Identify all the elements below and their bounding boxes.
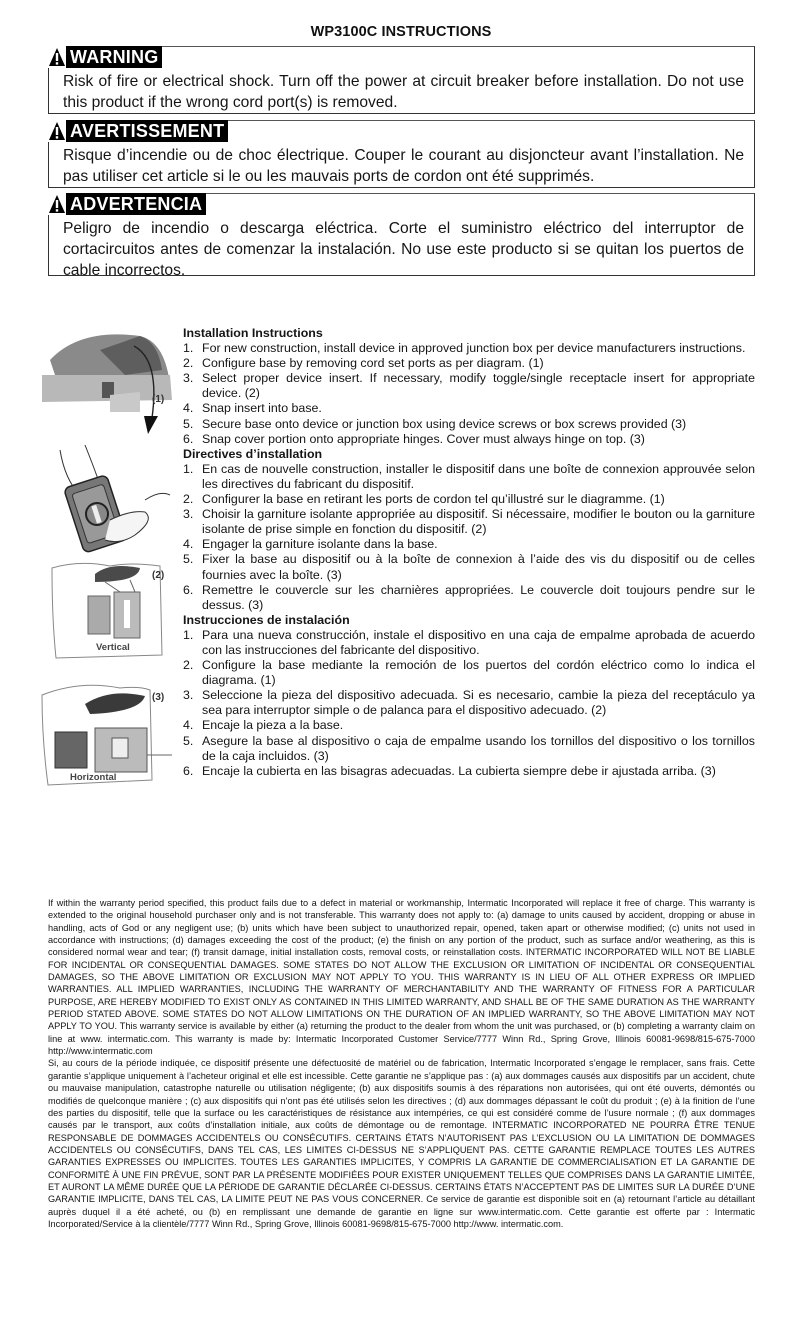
step-text: Para una nueva construcción, instale el dispositivo en una caja de empalme aprobada de acuerdo con las instrucciones del fabricante del dispositivo. <box>202 627 755 657</box>
list-item <box>183 432 755 447</box>
base-port-removal-illustration <box>40 330 180 445</box>
warning-heading <box>48 193 206 215</box>
step-3-callout: (3) <box>152 692 165 703</box>
hand-holding-device-illustration <box>45 440 175 560</box>
step-text: Choisir la garniture isolante appropriée au dispositif. Si nécessaire, modifier le bouton ou la garniture isolante de prise simple en fonction du dispositif. (2) <box>202 507 755 537</box>
list-item <box>183 356 755 371</box>
horizontal-caption: Horizontal <box>70 772 117 783</box>
illustrations-column <box>40 330 180 790</box>
step-text: Snap insert into base. <box>202 401 322 416</box>
step-text: Engager la garniture isolante dans la base. <box>202 537 438 552</box>
step-text: Secure base onto device or junction box using device screws or box screws provided (3) <box>202 416 687 431</box>
step-number: 5. <box>183 733 194 748</box>
list-item <box>183 552 755 582</box>
step-number: 5. <box>183 552 194 567</box>
list-item <box>183 371 755 401</box>
list-item <box>183 764 755 779</box>
step-text: Configure la base mediante la remoción de los puertos del cordón eléctrico como lo indica el diagrama. (1) <box>202 658 755 688</box>
step-number: 5. <box>183 416 194 431</box>
step-text: Snap cover portion onto appropriate hinges. Cover must always hinge on top. (3) <box>202 431 645 446</box>
warning-box-spanish <box>48 193 755 279</box>
step-number: 6. <box>183 763 194 778</box>
warning-triangle-icon <box>48 193 66 215</box>
list-item <box>183 417 755 432</box>
warning-text: Peligro de incendio o descarga eléctrica. Corte el suministro eléctrico del interruptor de cortacircuitos antes de comenzar la instalación. No use este producto si se quitan los puertos de cable incorrectos. <box>63 220 744 279</box>
step-number: 2. <box>183 356 194 371</box>
installation-instructions <box>183 326 755 779</box>
warning-heading <box>48 46 162 68</box>
step-number: 3. <box>183 507 194 522</box>
step-number: 6. <box>183 582 194 597</box>
warning-heading <box>48 120 228 142</box>
list-item <box>183 583 755 613</box>
step-text: For new construction, install device in approved junction box per device manufacturers instructions. <box>202 341 746 356</box>
warning-triangle-icon <box>48 120 66 142</box>
list-item <box>183 537 755 552</box>
warning-box-english <box>48 46 755 114</box>
step-text: Fixer la base au dispositif ou à la boîte de connexion à l’aide des vis du dispositif ou de celles fournies avec la boîte. (3) <box>202 552 755 582</box>
warning-box-french <box>48 120 755 188</box>
warning-label: ADVERTENCIA <box>66 193 206 215</box>
list-item <box>183 628 755 658</box>
step-number: 3. <box>183 371 194 386</box>
step-number: 1. <box>183 341 194 356</box>
steps-english <box>183 341 755 447</box>
step-text: Configurer la base en retirant les ports de cordon tel qu’illustré sur le diagramme. (1) <box>202 492 665 507</box>
warning-text: Risk of fire or electrical shock. Turn off the power at circuit breaker before installation. Do not use this product if the wrong cord port(s) is removed. <box>63 73 744 111</box>
step-number: 1. <box>183 461 194 476</box>
step-number: 1. <box>183 627 194 642</box>
step-text: En cas de nouvelle construction, installer le dispositif dans une boîte de connexion approuvée selon les directives du fabricant du dispositif. <box>202 461 755 491</box>
step-number: 4. <box>183 537 194 552</box>
step-number: 6. <box>183 431 194 446</box>
step-number: 2. <box>183 658 194 673</box>
step-text: Seleccione la pieza del dispositivo adecuada. Si es necesario, cambie la pieza del receptáculo ya sea para interruptor simple o de palanca para el dispositivo adecuado. (2) <box>202 688 755 718</box>
steps-french <box>183 462 755 613</box>
warning-triangle-icon <box>48 46 66 68</box>
step-text: Remettre le couvercle sur les charnières appropriées. Le couvercle doit toujours pendre sur le dessus. (3) <box>202 582 755 612</box>
document-title: WP3100C INSTRUCTIONS <box>310 24 492 40</box>
step-1-callout: (1) <box>152 394 165 405</box>
step-number: 4. <box>183 401 194 416</box>
list-item <box>183 507 755 537</box>
step-text: Select proper device insert. If necessary, modify toggle/single receptacle insert for appropriate device. (2) <box>202 371 755 401</box>
list-item <box>183 492 755 507</box>
warning-text: Risque d’incendie ou de choc électrique. Couper le courant au disjoncteur avant l’installation. Ne pas utiliser cet article si le ou les mauvais ports de cordon ont été supprimés. <box>63 147 744 185</box>
list-item <box>183 462 755 492</box>
list-item <box>183 341 755 356</box>
step-text: Configure base by removing cord set ports as per diagram. (1) <box>202 356 544 371</box>
step-number: 3. <box>183 688 194 703</box>
list-item <box>183 658 755 688</box>
section-title-spanish: Instrucciones de instalación <box>183 612 350 627</box>
step-2-callout: (2) <box>152 570 165 581</box>
step-text: Encaje la pieza a la base. <box>202 718 344 733</box>
list-item <box>183 734 755 764</box>
list-item <box>183 718 755 733</box>
step-number: 4. <box>183 718 194 733</box>
vertical-caption: Vertical <box>96 642 130 653</box>
warranty-section <box>48 897 755 1230</box>
list-item <box>183 401 755 416</box>
step-text: Encaje la cubierta en las bisagras adecuadas. La cubierta siempre debe ir ajustada arriba. (3) <box>202 763 716 778</box>
steps-spanish <box>183 628 755 779</box>
list-item <box>183 688 755 718</box>
step-text: Asegure la base al dispositivo o caja de empalme usando los tornillos del dispositivo o los tornillos de la caja incluidos. (3) <box>202 733 755 763</box>
warranty-english: If within the warranty period specified, this product fails due to a defect in material or workmanship, Intermatic Incorporated will replace it free of charge. This warranty is extended to the original household purchaser only and is not transferable. This warranty does not apply to: (a) damage to units caused by accident, dropping or abuse in handling, acts of God or any negligent use; (b) units which have been subject to unauthorized repair, opened, taken apart or otherwise modified; (c) units not used in accordance with instructions; (d) damages exceeding the cost of the product; (e) the finish on any portion of the product, such as surface and/or weathering, as this is considered normal wear and tear; (f) transit damage, initial installation costs, removal costs, or reinstallation costs. INTERMATIC INCORPORATED WILL NOT BE LIABLE FOR INCIDENTAL OR CONSEQUENTIAL DAMAGES. SOME STATES DO NOT ALLOW THE EXCLUSION OR LIMITATION OF INCIDENTAL OR CONSEQUENTIAL DAMAGES, SO THE ABOVE LIMITATION OR EXCLUSION MAY NOT APPLY TO YOU. THIS WARRANTY IS IN LIEU OF ALL OTHER EXPRESS OR IMPLIED WARRANTIES. ALL IMPLIED WARRANTIES, INCLUDING THE WARRANTY OF MERCHANTABILITY AND THE WARRANTY OF FITNESS FOR A PARTICULAR PURPOSE, ARE HEREBY MODIFIED TO EXIST ONLY AS CONTAINED IN THIS LIMITED WARRANTY, AND SHALL BE OF THE SAME DURATION AS THE WARRANTY PERIOD STATED ABOVE. SOME STATES DO NOT ALLOW LIMITATIONS ON THE DURATION OF AN IMPLIED WARRANTY, SO THE ABOVE LIMITATION MAY NOT APPLY TO YOU. This warranty service is available by either (a) returning the product to the dealer from whom the unit was purchased, or (b) completing a warranty claim on line at www. intermatic.com. This warranty is made by: Intermatic Incorporated Customer Service/7777 Winn Rd., Spring Grove, Illinois 60081-9698/815-675-7000 http://www.intermatic.com <box>48 898 755 1057</box>
step-number: 2. <box>183 492 194 507</box>
warranty-french: Si, au cours de la période indiquée, ce dispositif présente une défectuosité de matériel ou de fabrication, Intermatic Incorporated s’engage le remplacer, sans frais. Cette garantie s’applique uniquement à l’acheteur original et elle est incessible. Cette garantie ne s’applique pas : (a) aux dommages causés aux dispositifs par un accident, chute ou mauvaise manipulation, catastrophe naturelle ou utilisation négligente; (b) aux dispositifs soumis à des réparations non autorisées, qui ont été ouverts, démontés ou modifiés de quelconque manière ; (c) aux dispositifs qui n’ont pas été utilisés selon les directives ; (d) aux dommages dépassant le coût du produit ; (e) à la finition de l’une des parties du dispositif, telle que la surface ou les caractéristiques de résistance aux intempéries, ce qui est considéré comme de l’usure normale ; (f) aux dommages causés par le transport, aux coûts d’installation initiale, aux coûts de démontage ou de remontage. INTERMATIC INCORPORATED NE POURRA ÊTRE TENUE RESPONSABLE DE DOMMAGES ACCIDENTELS OU CONSÉCUTIFS. CERTAINS ÉTATS N’AUTORISENT PAS L’EXCLUSION OU LA LIMITATION DE DOMMAGES ACCIDENTELS OU CONSÉCUTIFS, DANS TEL CAS, LES LIMITES CI-DESSUS NE S’APPLIQUENT PAS. CETTE GARANTIE REMPLACE TOUTES LES AUTRES GARANTIES EXPRESSES OU IMPLICITES. TOUTES LES GARANTIES IMPLICITES, Y COMPRIS LA GARANTIE DE COMMERCIALISATION ET LA GARANTIE DE CONFORMITÉ À UNE FIN PRÉVUE, SONT PAR LA PRÉSENTE MODIFIÉES POUR EXISTER UNIQUEMENT TELLES QUE COMPRISES DANS LA GARANTIE LIMITÉE, ET AURONT LA MÊME DURÉE QUE LA PÉRIODE DE GARANTIE DÉCLARÉE CI-DESSUS. CERTAINS ÉTATS N’ACCEPTENT PAS DE LIMITES SUR LA DURÉE D’UNE GARANTIE IMPLICITE, DANS TEL CAS, LA LIMITE PEUT NE PAS VOUS CONCERNER. Ce service de garantie est disponible soit en (a) retournant l’article au détaillant auprès duquel il a été acheté, ou (b) en remplissant une demande de garantie en ligne sur www.intermatic.com. Cette garantie est offerte par : Intermatic Incorporated/Service à la clientèle/7777 Winn Rd., Spring Grove, Illinois 60081-9698/815-675-7000 http://www. intermatic.com. <box>48 1058 755 1229</box>
section-title-english: Installation Instructions <box>183 326 323 340</box>
warning-label: WARNING <box>66 46 162 68</box>
section-title-french: Directives d’installation <box>183 446 323 461</box>
warning-label: AVERTISSEMENT <box>66 120 228 142</box>
